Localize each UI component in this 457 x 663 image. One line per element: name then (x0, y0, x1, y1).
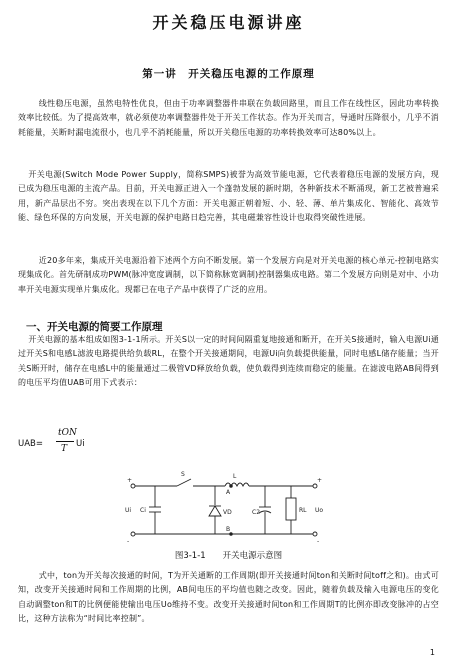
label-ui: Ui (125, 507, 132, 514)
diode-vd (209, 506, 221, 516)
output-terminal-top (313, 484, 317, 488)
node-b (230, 533, 233, 536)
label-minus-out: - (317, 538, 320, 545)
page-number: 1 (429, 648, 435, 657)
final-paragraph: 式中，ton为开关每次接通的时间，T为开关通断的工作周期(即开关接通时间ton和关断时间toff之和)。由式可知，改变开关接通时间和工作周期的比例，AB间电压的平均值也随之改变。因此，随着负载及输入电源电压的变化自动调整ton和T的比例便能使输出电压Uo维持不变。改变开关接通时间ton和工作周期T的比例亦即改变脉冲的占空比，这种方法称为“时间比率控制”。 (18, 571, 439, 624)
formula-numerator: tON (58, 428, 77, 438)
formula-rhs: Ui (76, 439, 85, 449)
inductor-l (225, 483, 249, 486)
label-vd: VD (223, 509, 232, 516)
load-resistor (286, 498, 296, 520)
label-a: A (226, 489, 231, 496)
node-a (230, 485, 233, 488)
figure-caption: 图3-1-1 开关电源示意图 (174, 551, 283, 561)
formula-denominator: T (61, 444, 68, 454)
paragraph-1: 线性稳压电源，虽然电特性优良，但由于功率调整器件串联在负载回路里，而且工作在线性区，因此功率转换效率比较低。为了提高效率，就必须使功率调整器件处于开关工作状态。作为开关而言，导通时压降很小，几乎不消耗能量，关断时漏电流很小，也几乎不消耗能量，所以开关稳压电源的功率转换效率可达80%以上。 (18, 99, 439, 137)
label-plus-out: + (317, 477, 323, 484)
section-paragraph: 开关电源的基本组成如图3-1-1所示。开关S以一定的时间间隔重复地接通和断开，在开关S接通时，输入电源Ui通过开关S和电感L滤波电路提供给负载RL，在整个开关接通期间，电源Ui向负载提供能量，同时电感L储存能量；当开关S断开时，储存在电感L中的能量通过二极管VD释放给负载，使负载得到连续而稳定的能量。在滤波电路AB间得到的电压平均值UAB可用下式表示： (18, 335, 439, 388)
label-b: B (226, 526, 231, 533)
section-heading: 一、开关电源的简要工作原理 (26, 321, 163, 333)
label-c2: C2 (252, 509, 261, 516)
formula-lhs: UAB= (18, 439, 43, 449)
switch-s (177, 479, 191, 486)
label-switch: S (181, 471, 185, 478)
label-plus-in: + (127, 477, 133, 484)
paragraph-3: 近20多年来，集成开关电源沿着下述两个方向不断发展。第一个发展方向是对开关电源的核心单元-控制电路实现集成化。首先研制成功PWM(脉冲宽度调制，以下简称脉宽调制)控制器集成电路。第二个发展方向则是对中、小功率开关电源实现单片集成化。现都已在电子产品中获得了广泛的应用。 (18, 256, 439, 294)
document-title: 开关稳压电源讲座 (152, 13, 305, 32)
label-rl: RL (299, 507, 307, 514)
label-uo: Uo (315, 507, 324, 514)
lecture-title: 第一讲 开关稳压电源的工作原理 (142, 68, 315, 80)
label-inductor: L (233, 473, 237, 480)
output-terminal-bottom (313, 532, 317, 536)
label-minus-in: - (127, 538, 130, 545)
label-ci: Ci (140, 507, 146, 514)
input-terminal-bottom (131, 532, 135, 536)
input-terminal-top (131, 484, 135, 488)
formula (18, 426, 158, 462)
paragraph-2: 开关电源(Switch Mode Power Supply，简称SMPS)被誉为高效节能电源，它代表着稳压电源的发展方向，现已成为稳压电源的主流产品。目前，开关电源正进入一个蓬勃发展的新时期，各种新技术不断涌现，新工艺被普遍采用，新产品层出不穷。突出表现在以下几个方面：开关电源正朝着短、小、轻、薄、单片集成化、智能化、高效节能、绿色环保的方向发展，开关电源的保护电路日趋完善，其电磁兼容性设计也取得突破性进展。 (18, 170, 439, 223)
circuit-diagram (125, 470, 325, 545)
fraction-bar (56, 441, 74, 442)
